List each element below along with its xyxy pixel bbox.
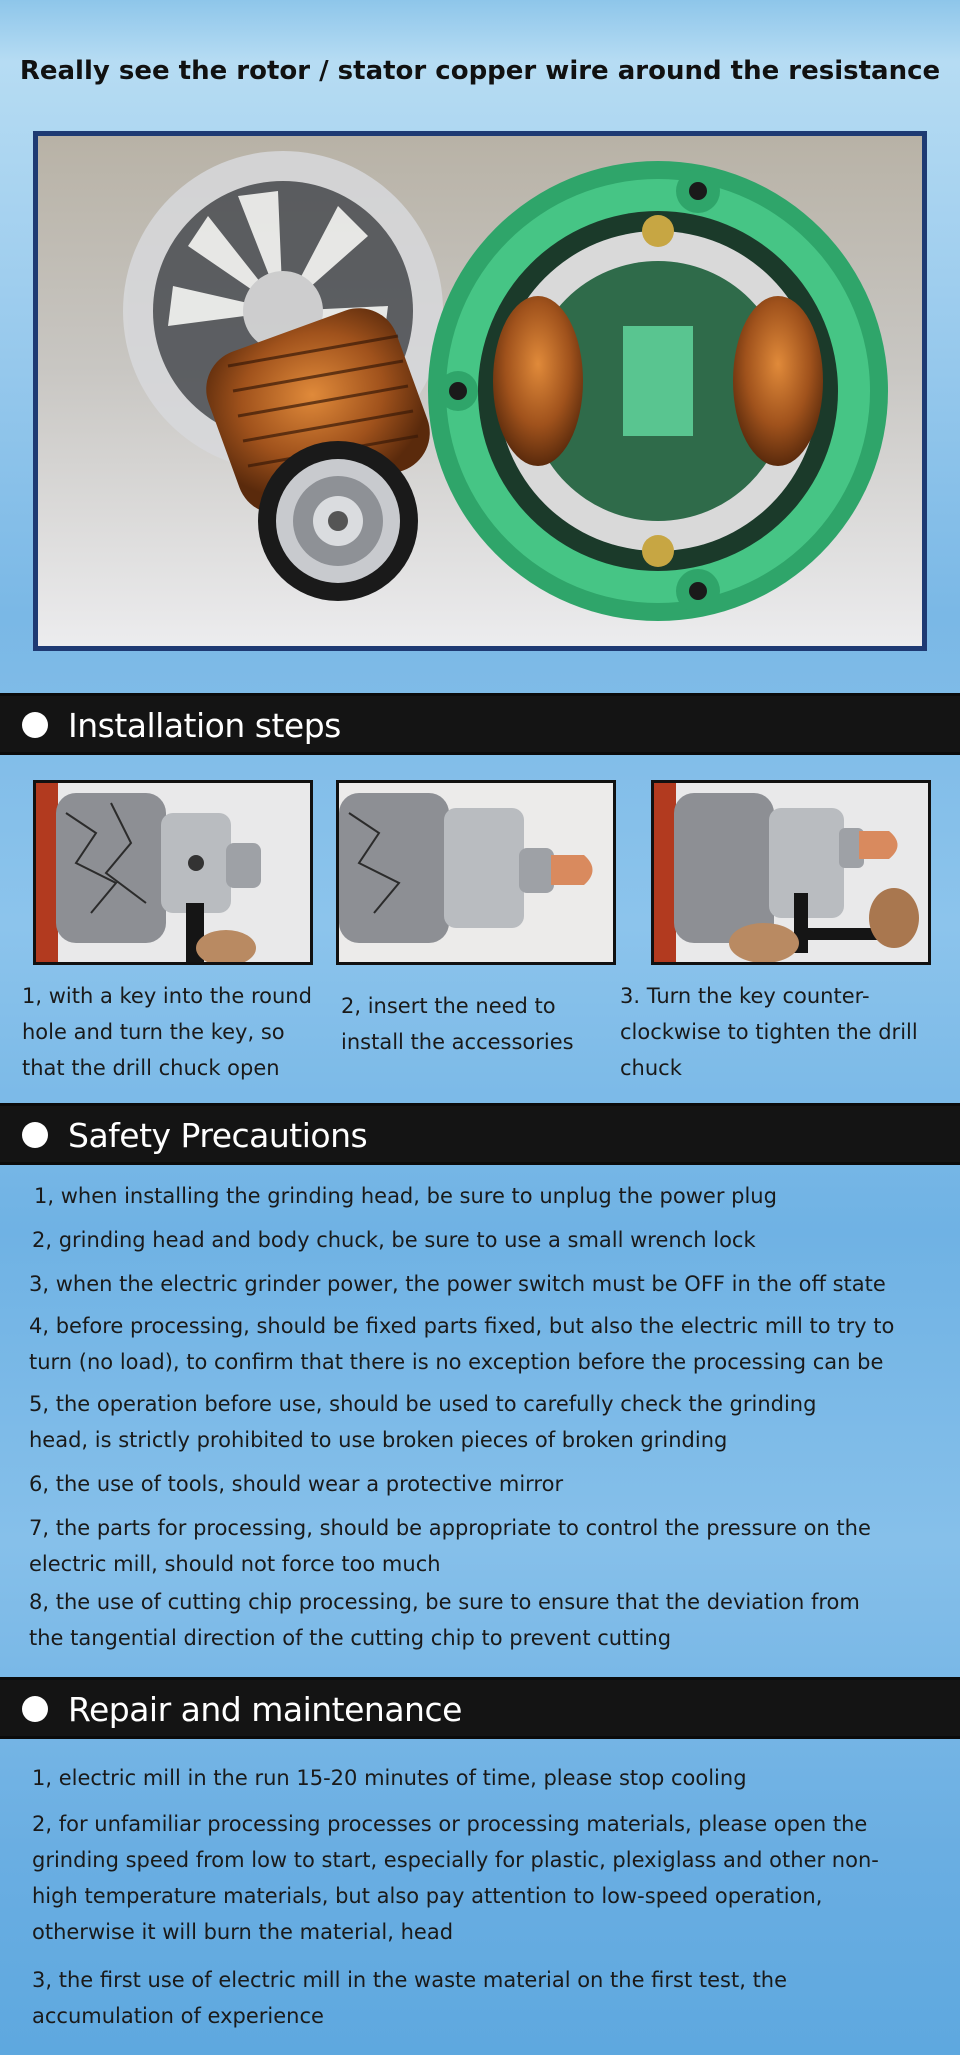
section-repair-maintenance bbox=[0, 1677, 960, 1739]
list-item: 1, when installing the grinding head, be sure to unplug the power plug bbox=[34, 1184, 777, 1208]
bullet-dot-icon bbox=[22, 1122, 48, 1148]
stator bbox=[428, 161, 888, 621]
repair-list bbox=[32, 1760, 892, 2034]
bullet-dot-icon bbox=[22, 712, 48, 738]
list-item: 6, the use of tools, should wear a protective mirror bbox=[29, 1472, 564, 1496]
page-title: Really see the rotor / stator copper wire around the resistance bbox=[19, 56, 941, 86]
step-3-image bbox=[651, 780, 931, 965]
section-title: Repair and maintenance bbox=[68, 1690, 462, 1729]
list-item: 5, the operation before use, should be used to carefully check the grinding head, is strictly prohibited to use broken pieces of broken grinding bbox=[29, 1392, 817, 1452]
bullet-dot-icon bbox=[22, 1696, 48, 1722]
step-2-caption: 2, insert the need to install the accessories bbox=[341, 994, 574, 1054]
safety-list bbox=[29, 1178, 909, 1656]
list-item: 7, the parts for processing, should be appropriate to control the pressure on the electric mill, should not force too much bbox=[29, 1516, 871, 1576]
section-title: Installation steps bbox=[68, 706, 341, 745]
step-1-caption: 1, with a key into the round hole and turn the key, so that the drill chuck open bbox=[22, 984, 312, 1080]
step-2-image bbox=[336, 780, 616, 965]
list-item: 4, before processing, should be fixed parts fixed, but also the electric mill to try to turn (no load), to confirm that there is no exception before the processing can be bbox=[29, 1314, 895, 1374]
list-item: 2, grinding head and body chuck, be sure to use a small wrench lock bbox=[32, 1228, 756, 1252]
list-item: 2, for unfamiliar processing processes or processing materials, please open the grinding speed from low to start, especially for plastic, plexiglass and other non-high temperature materials, but also pay attention to low-speed operation, otherwise it will burn the material, head bbox=[32, 1812, 879, 1944]
step-1-image bbox=[33, 780, 313, 965]
list-item: 3, when the electric grinder power, the power switch must be OFF in the off state bbox=[29, 1272, 886, 1296]
step-3-caption: 3. Turn the key counter-clockwise to tighten the drill chuck bbox=[620, 984, 918, 1080]
list-item: 1, electric mill in the run 15-20 minutes of time, please stop cooling bbox=[32, 1766, 747, 1790]
list-item: 8, the use of cutting chip processing, be sure to ensure that the deviation from the tangential direction of the cutting chip to prevent cutting bbox=[29, 1590, 860, 1650]
section-safety-precautions bbox=[0, 1103, 960, 1165]
section-title: Safety Precautions bbox=[68, 1116, 368, 1155]
rotor-stator-photo bbox=[33, 131, 927, 651]
list-item: 3, the first use of electric mill in the waste material on the first test, the accumulation of experience bbox=[32, 1968, 788, 2028]
section-installation-steps bbox=[0, 693, 960, 755]
